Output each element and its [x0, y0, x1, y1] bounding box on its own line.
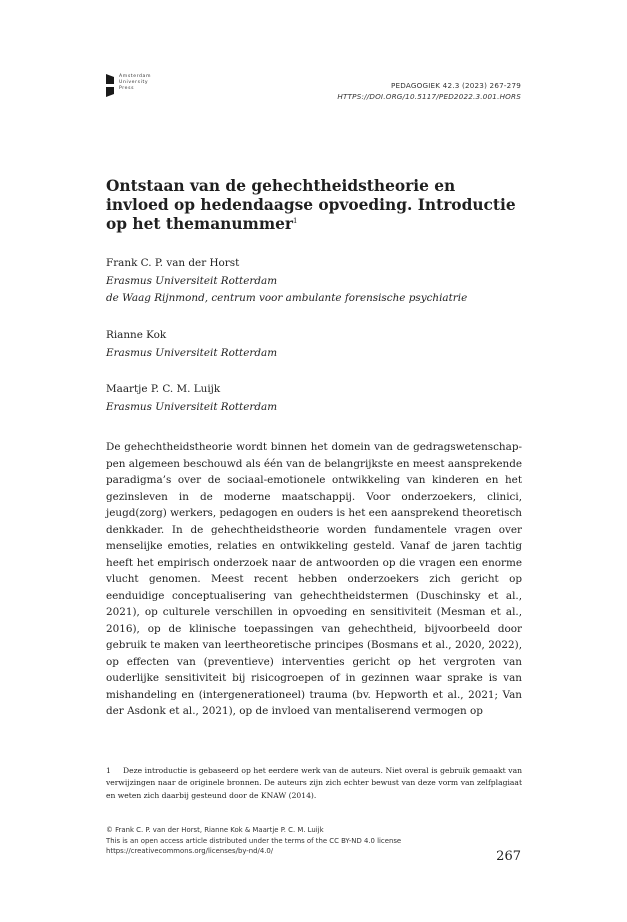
author-name: Frank C. P. van der Horst — [106, 257, 240, 269]
license-statement: This is an open access article distributed under the terms of the CC BY-ND 4.0 license — [106, 836, 402, 845]
logo-line: University — [119, 80, 149, 85]
logo-line: Amsterdam — [119, 74, 152, 79]
author-block — [106, 255, 467, 308]
author-name: Rianne Kok — [106, 329, 167, 341]
title-footnote-marker[interactable]: 1 — [293, 216, 298, 225]
author-affiliation: Erasmus Universiteit Rotterdam — [106, 274, 278, 287]
footnote-number: 1 — [106, 766, 111, 775]
author-affiliation: Erasmus Universiteit Rotterdam — [106, 400, 278, 413]
logo-line: Press — [119, 86, 135, 91]
footnote — [106, 765, 522, 802]
copyright-line: © Frank C. P. van der Horst, Rianne Kok & Maartje P. C. M. Luijk — [106, 826, 324, 834]
article-title-text: Ontstaan van de gehechtheidstheorie en invloed op hedendaagse opvoeding. Introductie op het themanummer — [106, 177, 516, 233]
body-paragraph: De gehechtheidstheorie wordt binnen het domein van de gedragswetenschappen algemeen beschouwd als één van de belangrijkste en meest aansprekende paradigma’s over de sociaal-emotionele ontwikkeling van kinderen en het gezinsleven in de moderne maatschappij. Voor onderzoekers, clinici, jeugd(zorg) werkers, pedagogen en ouders is het een aansprekend theoretisch denkkader. In de gehechtheidstheorie worden fundamentele vragen over menselijke emoties, relaties en ontwikkeling gesteld. Vanaf de jaren tachtig heeft het empirisch onderzoek naar de antwoorden op die vragen een enorme vlucht genomen. Meest recent hebben onderzoekers zich gericht op eenduidige conceptualisering van gehechtheidstermen (Duschinsky et al., 2021), op culturele verschillen in opvoeding en sensitiviteit (Mesman et al., 2016), op de klinische toepassingen van gehechtheid, bijvoorbeeld door gebruik te maken van leertheoretische principes (Bosmans et al., 2020, 2022), op effecten van (preventieve) interventies gericht op het vergroten van ouderlijke sensitiviteit bij risicogroepen of in gezinnen waar sprake is van mishandeling en (intergenerationeel) trauma (bv. Hepworth et al., 2021; Van der Asdonk et al., 2021), op de invloed van mentaliserend vermogen op — [106, 441, 522, 717]
article-title — [106, 177, 516, 234]
license-url[interactable]: https://creativecommons.org/licenses/by-nd/4.0/ — [106, 847, 274, 856]
publisher-logo — [106, 74, 151, 98]
page-number: 267 — [496, 849, 521, 864]
author-name: Maartje P. C. M. Luijk — [106, 383, 221, 395]
publisher-logo-text — [119, 74, 151, 92]
publisher-logo-icon — [106, 74, 114, 98]
footnote-text: Deze introductie is gebaseerd op het eerdere werk van de auteurs. Niet overal is gebruik gemaakt van verwijzingen naar de originele bronnen. De auteurs zijn zich echter bewust van deze vorm van zelfplagiaat en weten zich daarbij gesteund door de KNAW (2014). — [106, 766, 522, 800]
author-affiliation: Erasmus Universiteit Rotterdam — [106, 346, 278, 359]
author-affiliation: de Waag Rijnmond, centrum voor ambulante forensische psychiatrie — [106, 292, 468, 305]
author-block — [106, 327, 277, 362]
author-block — [106, 381, 277, 416]
doi-link[interactable]: HTTPS://DOI.ORG/10.5117/PED2022.3.001.HORS — [337, 92, 521, 101]
license-block — [106, 825, 401, 857]
journal-header — [337, 80, 521, 102]
journal-citation: PEDAGOGIEK 42.3 (2023) 267-279 — [390, 81, 521, 90]
